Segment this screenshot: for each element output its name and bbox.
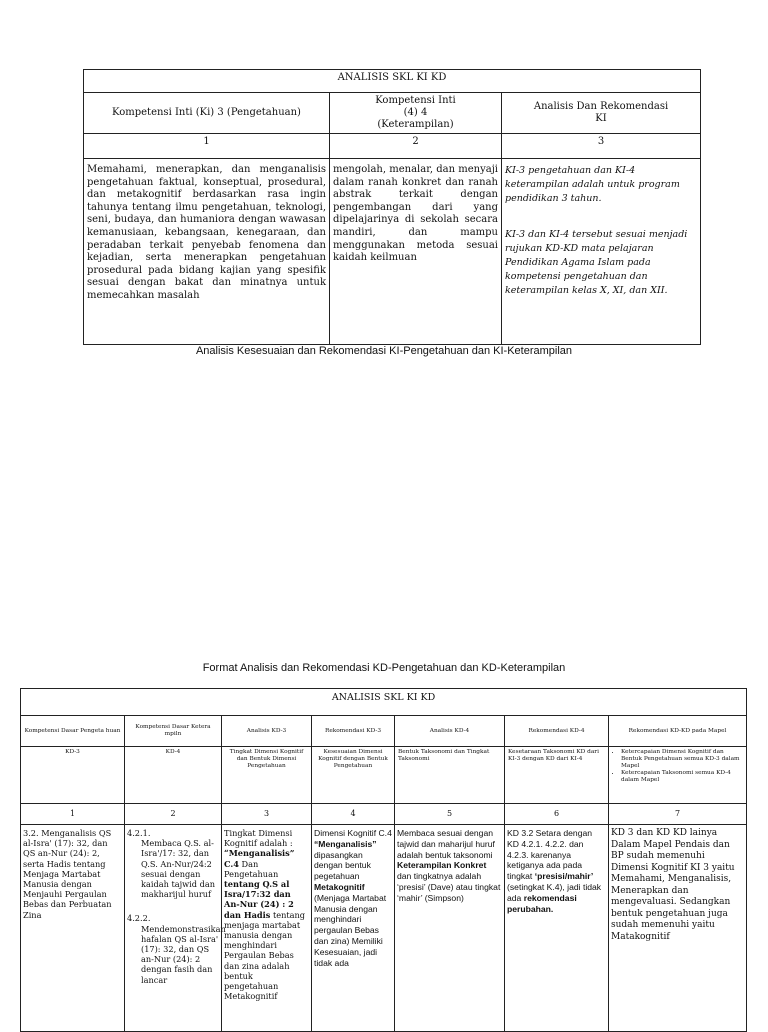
- table2-header: Kompetensi Dasar Ketera mpiln: [125, 716, 222, 747]
- table2-header: Rekomendasi KD-KD pada Mapel: [609, 716, 747, 747]
- kd3-analysis-emphasis: “Menganalisis” C.4: [224, 848, 295, 869]
- kd3-recommendation-emphasis: Metakognitif: [314, 881, 365, 892]
- kd4-analysis-cell: [395, 825, 505, 1032]
- table2-col-number: 6: [505, 804, 609, 825]
- table2-subheader: Kesetaraan Taksonomi KD dari KI-3 dengan KD dari KI-4: [505, 747, 609, 804]
- table2-subheader: KD-3: [21, 747, 125, 804]
- table2-subheader: Tingkat Dimensi Kognitif dan Bentuk Dimensi Pengetahuan: [222, 747, 312, 804]
- table2-subheader-list: [612, 749, 743, 784]
- table1-header-ki4: Kompetensi Inti (4) 4 (Keterampilan): [330, 93, 502, 134]
- table2-col-number: 5: [395, 804, 505, 825]
- table2-header: Analisis KD-4: [395, 716, 505, 747]
- table2-subheader: Bentuk Taksonomi dan Tingkat Taksonomi: [395, 747, 505, 804]
- table2-col-number: 4: [312, 804, 395, 825]
- ki4-text: mengolah, menalar, dan menyaji dalam ranah konkret dan ranah abstrak terkait dengan pengembangan dari yang dipelajarinya di sekolah secara mandiri, dan mampu menggunakan metoda sesuai kaidah keilmuan: [330, 159, 502, 345]
- kd3-recommendation-text: (Menjaga Martabat Manusia dengan menghindari pergaulan Bebas dan zina) Memiliki Kesesuaian, jadi tidak ada: [314, 892, 387, 968]
- ki3-text: Memahami, menerapkan, dan menganalisis pengetahuan faktual, konseptual, prosedural, dan metakognitif berdasarkan rasa ingin tahunya tentang ilmu pengetahuan, teknologi, seni, budaya, dan humaniora dengan wawasan kemanusiaan, kebangsaan, kenegaraan, dan peradaban terkait penyebab fenomena dan kejadian, serta menerapkan pengetahuan prosedural pada bidang kajian yang spesifik sesuai dengan bakat dan minatnya untuk memecahkan masalah: [84, 159, 330, 345]
- ki-analysis-paragraph-1: KI-3 pengetahuan dan KI-4 keterampilan adalah untuk program pendidikan 3 tahun.: [505, 165, 680, 204]
- table2-col-number: 1: [21, 804, 125, 825]
- table2-caption: Format Analisis dan Rekomendasi KD-Pengetahuan dan KD-Keterampilan: [202, 662, 566, 674]
- table1-title: ANALISIS SKL KI KD: [84, 70, 701, 93]
- kd4-recommendation-cell: [505, 825, 609, 1032]
- kd4-analysis-text: Membaca sesuai dengan tajwid dan maharijul huruf adalah bentuk taksonomi: [397, 828, 495, 860]
- table2-title: ANALISIS SKL KI KD: [21, 689, 747, 716]
- kd3-text: 3.2. Menganalisis QS al-Isra' (17): 32, dan QS an-Nur (24): 2, serta Hadis tentang Menjaga Martabat Manusia dengan Menjauhi Pergaulan Bebas dan Perbuatan Zina: [21, 825, 125, 1032]
- kd4-item-number: 4.2.1.: [127, 828, 151, 838]
- table2-subheader: Kesesuaian Dimensi Kognitif dengan Bentuk Pengetahuan: [312, 747, 395, 804]
- table2-header: Rekomendasi KD-3: [312, 716, 395, 747]
- table2-header: Analisis KD-3: [222, 716, 312, 747]
- ki-analysis-cell: [502, 159, 701, 345]
- table2-subheader: KD-4: [125, 747, 222, 804]
- kd4-analysis-emphasis: Keterampilan Konkret: [397, 860, 487, 871]
- table2-col-number: 2: [125, 804, 222, 825]
- kd-analysis-table: [20, 688, 747, 1032]
- kd4-recommendation-emphasis: rekomendasi perubahan.: [507, 892, 577, 914]
- kd3-analysis-text: Tingkat Dimensi Kognitif adalah :: [224, 828, 293, 849]
- ki-analysis-paragraph-2: KI-3 dan KI-4 tersebut sesuai menjadi rujukan KD-KD mata pelajaran Pendidikan Agama Islam pada kompetensi pengetahuan dan keterampilan kelas X, XI, dan XII.: [505, 229, 688, 296]
- table1-col-number: 1: [84, 134, 330, 159]
- table2-col-number: 3: [222, 804, 312, 825]
- kd3-recommendation-text: Dimensi Kognitif C.4: [314, 828, 392, 838]
- table2-subheader-list-cell: [609, 747, 747, 804]
- kd3-analysis-text: tentang menjaga martabat manusia dengan menghindari Pergaulan Bebas dan zina adalah bentuk pengetahuan Metakognitif: [224, 909, 306, 1002]
- kd3-recommendation-emphasis: “Menganalisis”: [314, 838, 377, 849]
- kd4-analysis-text: dan tingkatnya adalah ‘presisi’ (Dave) atau tingkat ‘mahir’ (Simpson): [397, 871, 501, 903]
- kd3-analysis-cell: [222, 825, 312, 1032]
- kd4-item-text: Mendemonstrasikan hafalan QS al-Isra' (17): 32, dan QS an-Nur (24): 2 dengan fasih dan lancar: [141, 923, 226, 985]
- kd3-recommendation-text: dipasangkan dengan bentuk pegetahuan: [314, 849, 371, 882]
- table1-header-ki3: Kompetensi Inti (Ki) 3 (Pengetahuan): [84, 93, 330, 134]
- table2-header: Rekomendasi KD-4: [505, 716, 609, 747]
- kd4-item-text: Membaca Q.S. al-Isra'/17: 32, dan Q.S. An-Nur/24:2 sesuai dengan kaidah tajwid dan makharijul huruf: [141, 838, 216, 900]
- list-item: • Ketercapaian Dimensi Kognitif dan Bentuk Pengetahuan semua KD-3 dalam Mapel: [621, 749, 743, 770]
- kd3-recommendation-cell: [312, 825, 395, 1032]
- table2-col-number: 7: [609, 804, 747, 825]
- mapel-recommendation-text: KD 3 dan KD KD lainya Dalam Mapel Pendais dan BP sudah memenuhi Dimensi Kognitif KI 3 yaitu Memahami, Menganalisis, Menerapkan dan mengevaluasi. Sedangkan bentuk pengetahuan juga sudah memenuhi yaitu Matakognitif: [609, 825, 747, 1032]
- kd4-item-number: 4.2.2.: [127, 913, 151, 924]
- kd4-cell: [125, 825, 226, 1032]
- kd4-recommendation-text: (setingkat K.4), jadi tidak ada: [507, 881, 602, 903]
- table1-header-analysis: Analisis Dan Rekomendasi KI: [502, 93, 701, 134]
- table1-caption: Analisis Kesesuaian dan Rekomendasi KI-Pengetahuan dan KI-Keterampilan: [195, 345, 573, 357]
- list-item: • Ketercapaian Taksonomi semua KD-4 dalam Mapel: [621, 770, 743, 784]
- kd3-analysis-text: Dan Pengetahuan: [224, 858, 279, 879]
- kd4-recommendation-text: KD 3.2 Setara dengan KD 4.2.1. 4.2.2. dan 4.2.3. karenanya ketiganya ada pada tingkat: [507, 828, 593, 882]
- kd4-recommendation-emphasis: ‘presisi/mahir’: [534, 871, 594, 882]
- table1-col-number: 2: [330, 134, 502, 159]
- table1-col-number: 3: [502, 134, 701, 159]
- ki-analysis-table: [83, 69, 701, 345]
- table2-header: Kompetensi Dasar Pengeta huan: [21, 716, 125, 747]
- kd3-analysis-emphasis: tentang Q.S al Isra/17:32 dan An-Nur (24) : 2 dan Hadis: [224, 879, 294, 920]
